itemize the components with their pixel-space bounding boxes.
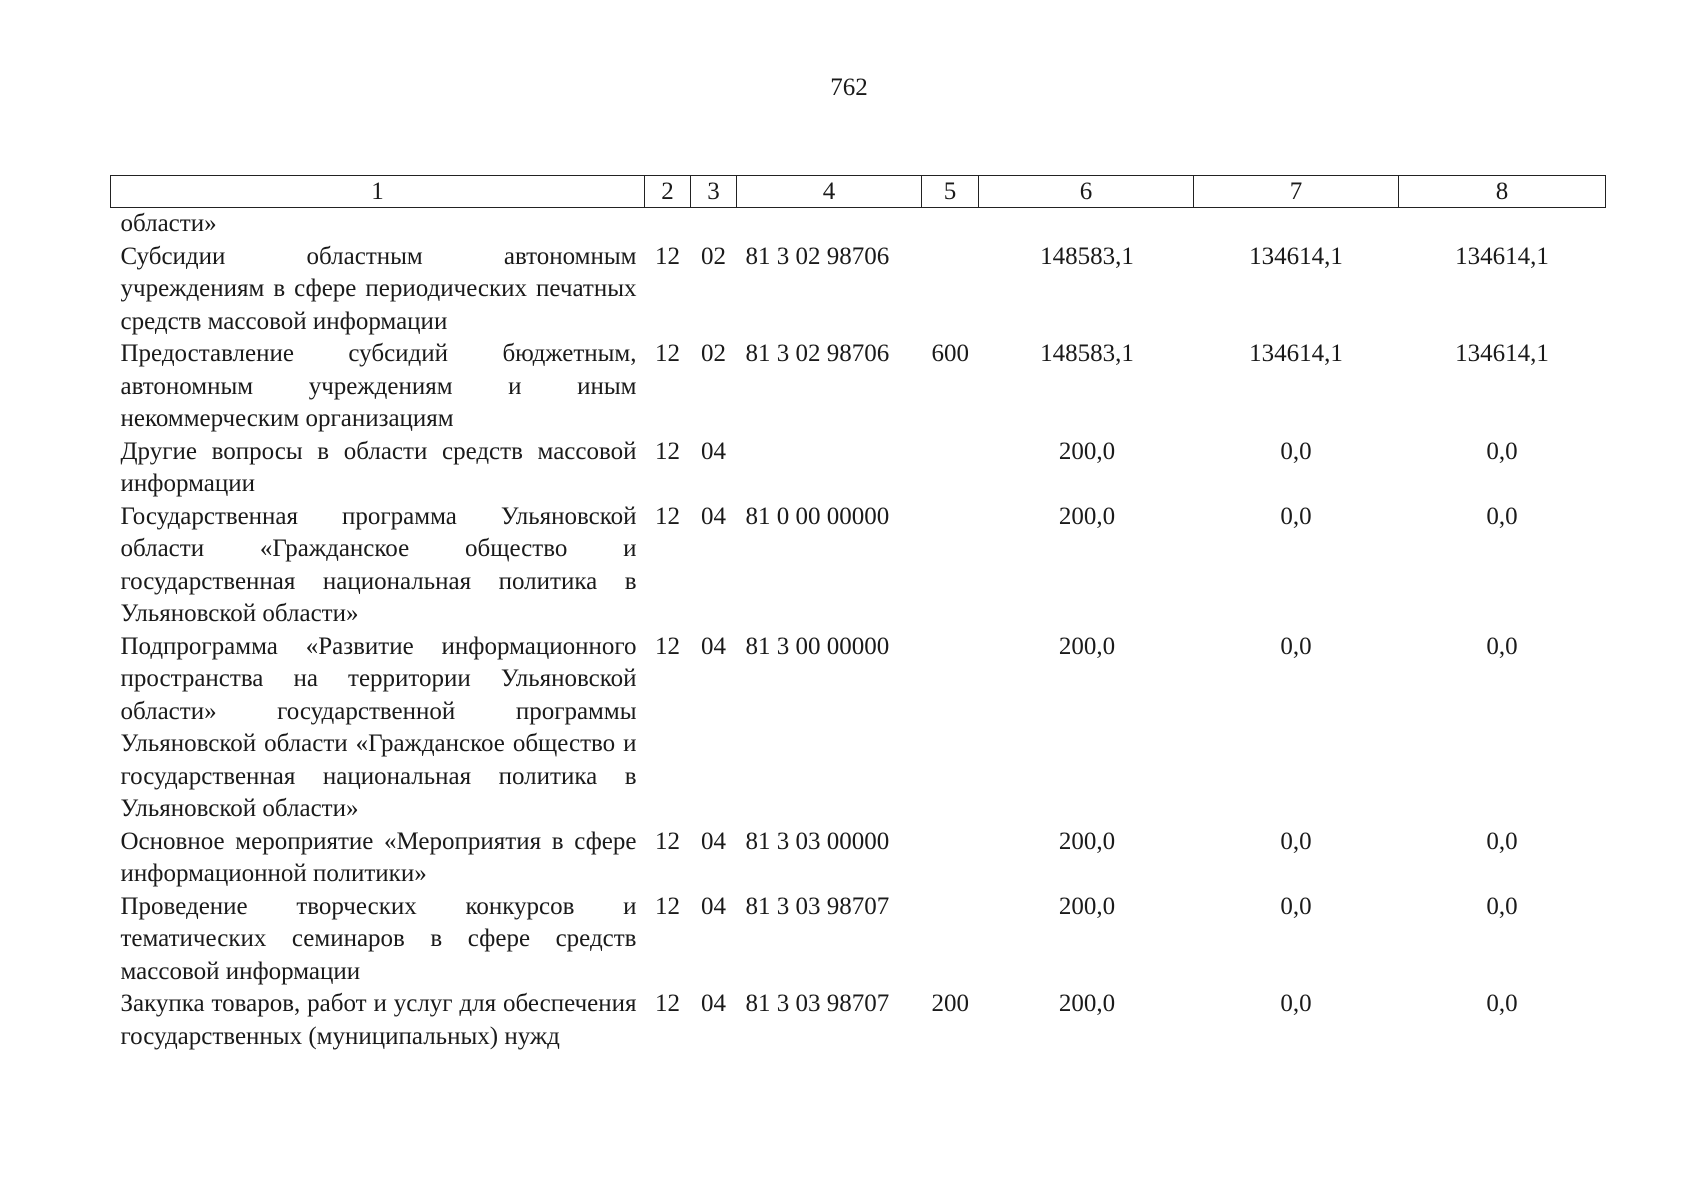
row-subsection: [691, 208, 737, 241]
row-amount-year1: [979, 208, 1194, 241]
row-name: области»: [120, 210, 217, 237]
row-name: Подпрограмма «Развитие информационного пространства на территории Ульяновской области» государственной программы Ульяновской области «Гражданское общество и государственная национальная политика в Ульяновской области»: [120, 632, 637, 822]
row-amount-year2: 134614,1: [1249, 242, 1343, 270]
row-amount-year2: [1194, 208, 1399, 241]
row-amount-year1: 200,0: [1058, 437, 1116, 465]
row-target-article: [737, 436, 922, 501]
row-expense-type: [922, 826, 979, 891]
row-expense-type: [922, 241, 979, 339]
row-subsection: 02: [701, 340, 726, 367]
row-subsection: 04: [701, 437, 726, 465]
header-row: [111, 176, 1606, 208]
row-expense-type: [922, 208, 979, 241]
column-header-8: 8: [1399, 176, 1606, 208]
row-section: 12: [655, 990, 680, 1017]
row-section: 12: [655, 437, 680, 465]
row-amount-year2: 0,0: [1280, 892, 1312, 920]
budget-table: [110, 175, 1606, 1053]
table-row: [111, 208, 1606, 241]
column-header-5: 5: [922, 176, 979, 208]
row-section: [645, 208, 691, 241]
row-amount-year2: 0,0: [1280, 990, 1312, 1017]
row-amount-year1: 200,0: [1058, 892, 1116, 920]
row-amount-year3: 134614,1: [1455, 340, 1549, 367]
row-expense-type: [922, 436, 979, 501]
table-row: [111, 826, 1606, 891]
row-amount-year3: 0,0: [1486, 990, 1518, 1017]
row-expense-type: [922, 631, 979, 826]
row-amount-year1: 148583,1: [1040, 340, 1134, 367]
row-subsection: 02: [701, 242, 726, 270]
row-target-article: 81 3 02 98706: [745, 242, 890, 270]
row-name: Государственная программа Ульяновской области «Гражданское общество и государственная национальная политика в Ульяновской области»: [120, 502, 637, 627]
row-amount-year1: 148583,1: [1040, 242, 1134, 270]
row-expense-type: [922, 891, 979, 989]
table-body: [111, 208, 1606, 1054]
row-section: 12: [655, 827, 680, 855]
page-number: 762: [830, 74, 868, 101]
row-subsection: 04: [701, 990, 726, 1017]
row-target-article: [737, 208, 922, 241]
row-target-article: 81 3 03 00000: [745, 827, 890, 855]
column-header-3: 3: [691, 176, 737, 208]
row-amount-year1: 200,0: [1058, 827, 1116, 855]
row-amount-year1: 200,0: [1058, 502, 1116, 530]
row-amount-year3: 0,0: [1486, 827, 1518, 855]
table-header: [111, 176, 1606, 208]
row-target-article: 81 3 00 00000: [745, 632, 890, 660]
table-row: [111, 436, 1606, 501]
row-amount-year3: 0,0: [1486, 437, 1518, 465]
row-expense-type: 600: [931, 340, 969, 367]
row-amount-year2: 0,0: [1280, 827, 1312, 855]
row-amount-year1: 200,0: [1058, 990, 1116, 1017]
row-subsection: 04: [701, 502, 726, 530]
table-row: [111, 988, 1606, 1053]
column-header-6: 6: [979, 176, 1194, 208]
row-target-article: 81 3 03 98707: [745, 990, 890, 1017]
column-header-7: 7: [1194, 176, 1399, 208]
row-amount-year3: 134614,1: [1455, 242, 1549, 270]
row-amount-year2: 0,0: [1280, 502, 1312, 530]
row-target-article: 81 0 00 00000: [745, 502, 890, 530]
row-subsection: 04: [701, 827, 726, 855]
row-name: Субсидии областным автономным учреждениям в сфере периодических печатных средств массовой информации: [120, 242, 637, 335]
row-amount-year3: 0,0: [1486, 632, 1518, 660]
row-amount-year2: 0,0: [1280, 437, 1312, 465]
row-name: Предоставление субсидий бюджетным, автономным учреждениям и иным некоммерческим организациям: [120, 340, 637, 432]
row-target-article: 81 3 03 98707: [745, 892, 890, 920]
row-expense-type: [922, 501, 979, 631]
table-row: [111, 501, 1606, 631]
row-target-article: 81 3 02 98706: [745, 340, 890, 367]
table-row: [111, 631, 1606, 826]
row-section: 12: [655, 340, 680, 367]
table-row: [111, 338, 1606, 436]
row-section: 12: [655, 502, 680, 530]
column-header-4: 4: [737, 176, 922, 208]
table-row: [111, 241, 1606, 339]
row-subsection: 04: [701, 632, 726, 660]
table-row: [111, 891, 1606, 989]
row-amount-year2: 0,0: [1280, 632, 1312, 660]
row-amount-year2: 134614,1: [1249, 340, 1343, 367]
row-name: Основное мероприятие «Мероприятия в сфере информационной политики»: [120, 827, 637, 887]
row-amount-year1: 200,0: [1058, 632, 1116, 660]
row-name: Закупка товаров, работ и услуг для обеспечения государственных (муниципальных) нужд: [120, 990, 637, 1050]
column-header-1: 1: [111, 176, 645, 208]
row-amount-year3: [1399, 208, 1606, 241]
row-section: 12: [655, 892, 680, 920]
row-name: Проведение творческих конкурсов и тематических семинаров в сфере средств массовой информации: [120, 892, 637, 985]
row-expense-type: 200: [931, 990, 969, 1017]
row-name: Другие вопросы в области средств массовой информации: [120, 437, 637, 497]
row-section: 12: [655, 242, 680, 270]
row-section: 12: [655, 632, 680, 660]
row-subsection: 04: [701, 892, 726, 920]
column-header-2: 2: [645, 176, 691, 208]
row-amount-year3: 0,0: [1486, 502, 1518, 530]
row-amount-year3: 0,0: [1486, 892, 1518, 920]
